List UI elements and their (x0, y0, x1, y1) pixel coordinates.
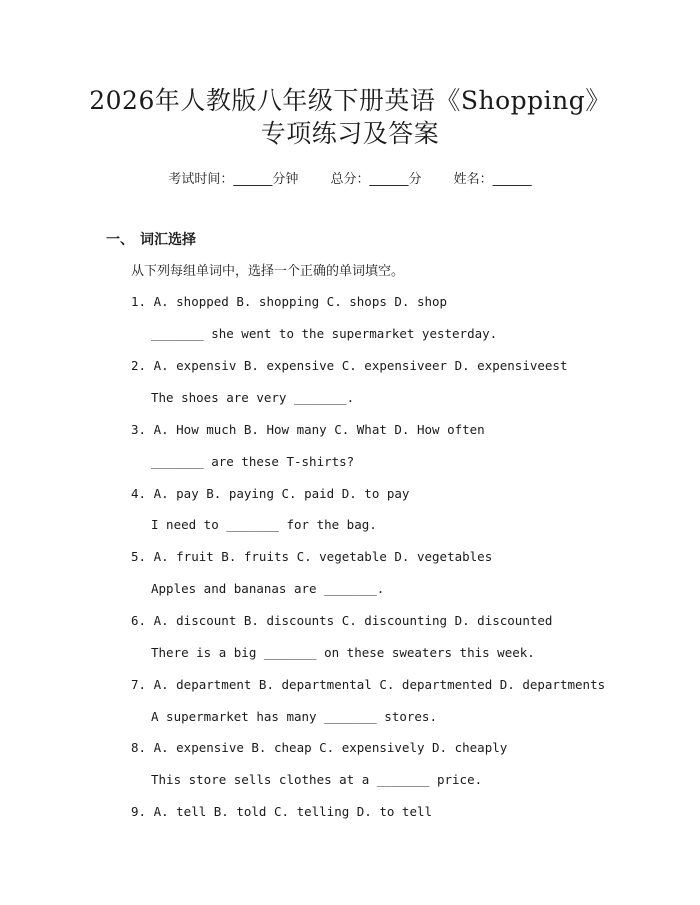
question-1-sentence: _______ she went to the supermarket yesterday. (151, 326, 498, 341)
exam-info (0, 168, 700, 187)
document-title-line-1: 2026年人教版八年级下册英语《Shopping》 (89, 86, 611, 115)
question-3-sentence: _______ are these T-shirts? (151, 454, 355, 469)
question-6-sentence: There is a big _______ on these sweaters this week. (151, 645, 535, 660)
exam-time-field: 考试时间：______分钟 (168, 172, 299, 187)
question-2-options: 2. A. expensiv B. expensive C. expensiveer D. expensiveest (131, 358, 568, 373)
question-4-sentence: I need to _______ for the bag. (151, 517, 377, 532)
question-8-options: 8. A. expensive B. cheap C. expensively D. cheaply (131, 740, 508, 755)
question-7-options: 7. A. department B. departmental C. departmented D. departments (131, 677, 606, 692)
question-6-options: 6. A. discount B. discounts C. discounting D. discounted (131, 613, 553, 628)
question-4-options: 4. A. pay B. paying C. paid D. to pay (131, 486, 410, 501)
document-title-line-2: 专项练习及答案 (260, 119, 440, 148)
student-name-field: 姓名：______ (453, 172, 532, 187)
question-7-sentence: A supermarket has many _______ stores. (151, 709, 437, 724)
section-number: 一、 (106, 232, 134, 248)
question-8-sentence: This store sells clothes at a _______ price. (151, 772, 483, 787)
question-5-sentence: Apples and bananas are _______. (151, 581, 385, 596)
total-score-field: 总分：______分 (330, 172, 422, 187)
question-1-options: 1. A. shopped B. shopping C. shops D. shop (131, 294, 448, 309)
question-2-sentence: The shoes are very _______. (151, 390, 355, 405)
question-3-options: 3. A. How much B. How many C. What D. How often (131, 422, 485, 437)
question-5-options: 5. A. fruit B. fruits C. vegetable D. vegetables (131, 549, 493, 564)
section-heading (106, 229, 196, 249)
section-instruction: 从下列每组单词中，选择一个正确的单词填空。 (131, 264, 405, 279)
section-title: 词汇选择 (140, 232, 196, 248)
question-9-options: 9. A. tell B. told C. telling D. to tell (131, 804, 433, 819)
